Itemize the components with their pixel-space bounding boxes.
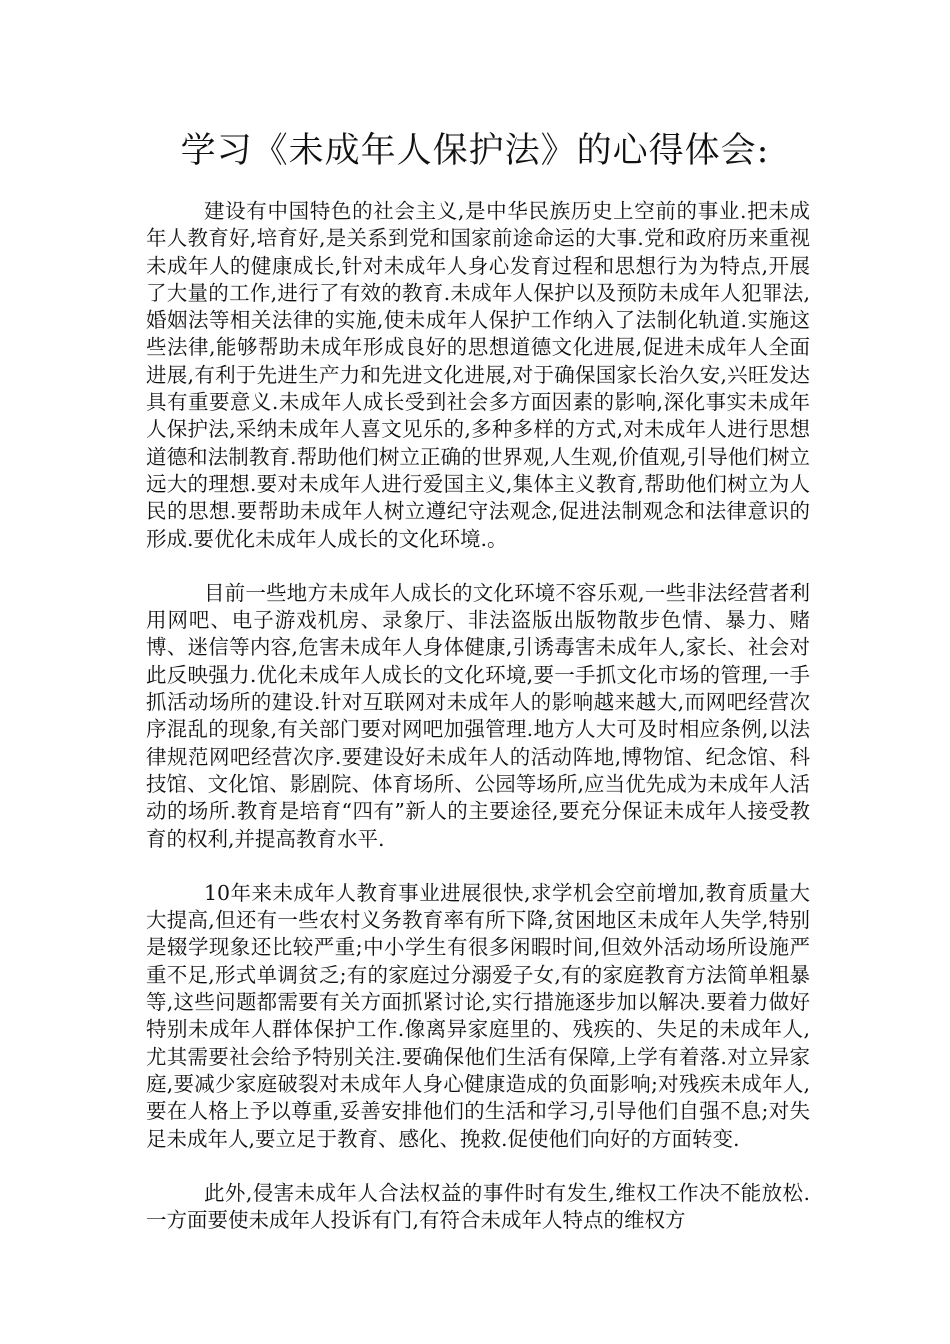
paragraph-4: 此外,侵害未成年人合法权益的事件时有发生,维权工作决不能放松.一方面要使未成年人投诉有门,有符合未成年人特点的维权方: [146, 1180, 810, 1233]
document-title: 学习《未成年人保护法》的心得体会:: [180, 131, 770, 171]
paragraph-3: 10年来未成年人教育事业进展很快,求学机会空前增加,教育质量大大提高,但还有一些农村义务教育率有所下降,贫困地区未成年人失学,特别是辍学现象还比较严重;中小学生有很多闲暇时间,但效外活动场所设施严重不足,形式单调贫乏;有的家庭过分溺爱子女,有的家庭教育方法简单粗暴等,这些问题都需要有关方面抓紧讨论,实行措施逐步加以解决.要着力做好特别未成年人群体保护工作.像离异家庭里的、残疾的、失足的未成年人,尤其需要社会给予特别关注.要确保他们生活有保障,上学有着落.对立异家庭,要减少家庭破裂对未成年人身心健康造成的负面影响;对残疾未成年人,要在人格上予以尊重,妥善安排他们的生活和学习,引导他们自强不息;对失足未成年人,要立足于教育、感化、挽救.促使他们向好的方面转变.: [146, 880, 810, 1151]
paragraph-1: 建设有中国特色的社会主义,是中华民族历史上空前的事业.把未成年人教育好,培育好,是关系到党和国家前途命运的大事.党和政府历来重视未成年人的健康成长,针对未成年人身心发育过程和思想行为为特点,开展了大量的工作,进行了有效的教育.未成年人保护以及预防未成年人犯罪法,婚姻法等相关法律的实施,使未成年人保护工作纳入了法制化轨道.实施这些法律,能够帮助未成年形成良好的思想道德文化进展,促进未成年人全面进展,有利于先进生产力和先进文化进展,对于确保国家长治久安,兴旺发达具有重要意义.未成年人成长受到社会多方面因素的影响,深化事实未成年人保护法,采纳未成年人喜文见乐的,多种多样的方式,对未成年人进行思想道德和法制教育.帮助他们树立正确的世界观,人生观,价值观,引导他们树立远大的理想.要对未成年人进行爱国主义,集体主义教育,帮助他们树立为人民的思想.要帮助未成年人树立遵纪守法观念,促进法制观念和法律意识的形成.要优化未成年人成长的文化环境.。: [146, 199, 810, 551]
document-body: [146, 198, 810, 1261]
paragraph-2: 目前一些地方未成年人成长的文化环境不容乐观,一些非法经营者利用网吧、电子游戏机房、录象厅、非法盗版出版物散步色情、暴力、赌博、迷信等内容,危害未成年人身体健康,引诱毒害未成年人,家长、社会对此反映强力.优化未成年人成长的文化环境,要一手抓文化市场的管理,一手抓活动场所的建设.针对互联网对未成年人的影响越来越大,而网吧经营次序混乱的现象,有关部门要对网吧加强管理.地方人大可及时相应条例,以法律规范网吧经营次序.要建设好未成年人的活动阵地,博物馆、纪念馆、科技馆、文化馆、影剧院、体育场所、公园等场所,应当优先成为未成年人活动的场所.教育是培育“四有”新人的主要途径,要充分保证未成年人接受教育的权利,并提高教育水平.: [146, 580, 810, 851]
